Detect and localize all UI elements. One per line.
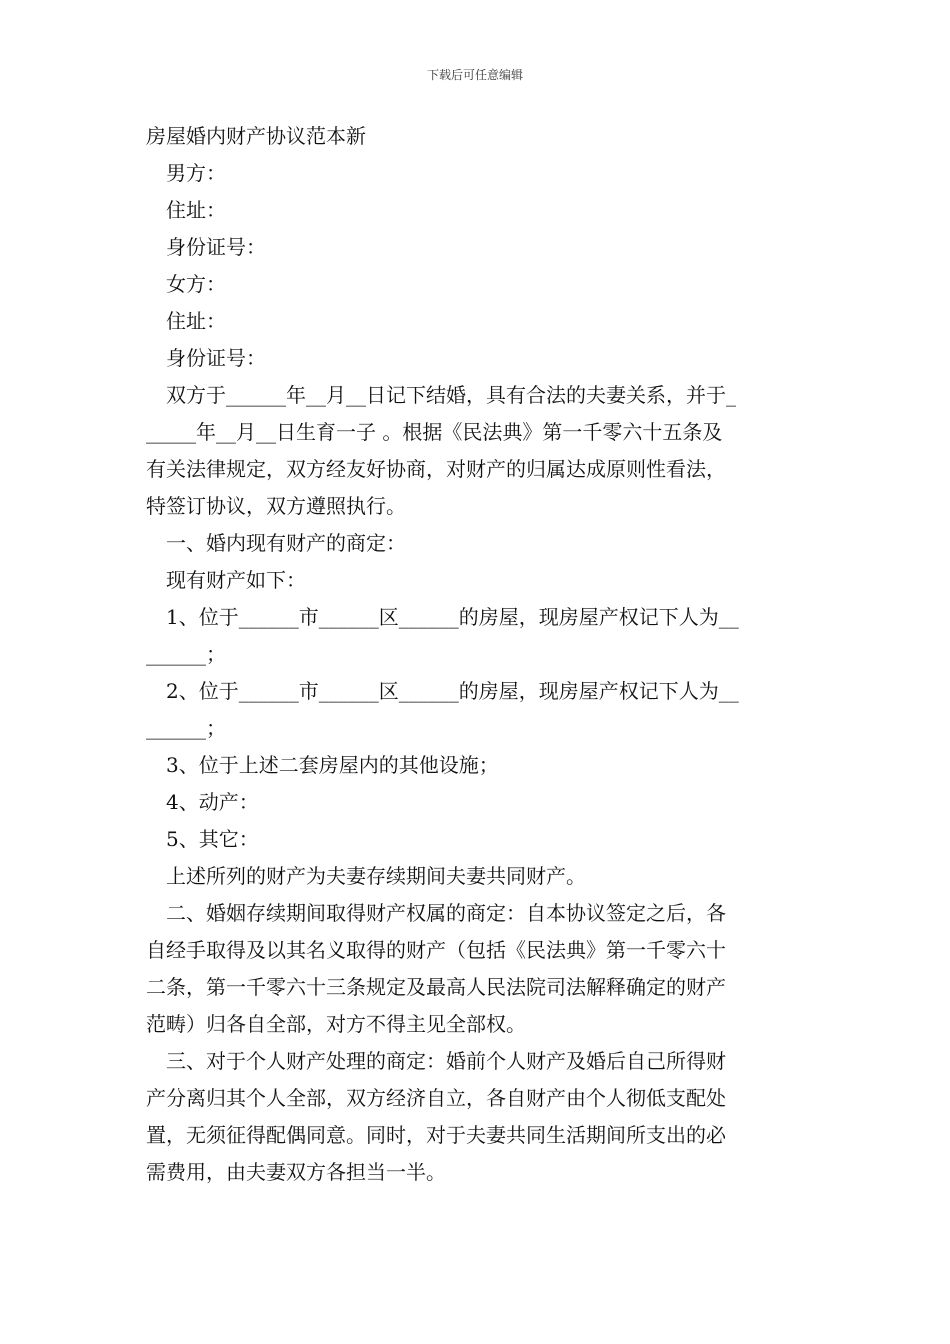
item3: 3、位于上述二套房屋内的其他设施； — [166, 753, 499, 777]
section3-line: 置，无须征得配偶同意。同时，对于夫妻共同生活期间所支出的必 — [146, 1123, 726, 1147]
item1-line: 1、位于______市______区______的房屋，现房屋产权记下人为__ — [166, 605, 739, 629]
intro-line: _____年__月__日生育一子 。根据《民法典》第一千零六十五条及 — [146, 420, 723, 444]
intro-line: 有关法律规定，双方经友好协商，对财产的归属达成原则性看法， — [146, 457, 726, 481]
intro-line: 双方于______年__月__日记下结婚，具有合法的夫妻关系，并于_ — [166, 383, 736, 407]
female-label: 女方： — [166, 272, 226, 296]
section1-sub: 现有财产如下： — [166, 568, 306, 592]
section1-heading: 一、婚内现有财产的商定： — [166, 531, 406, 555]
item1-line: ______； — [146, 642, 226, 666]
section2-line: 二、婚姻存续期间取得财产权属的商定：自本协议签定之后，各 — [166, 901, 726, 925]
section3-line: 三、对于个人财产处理的商定：婚前个人财产及婚后自己所得财 — [166, 1049, 726, 1073]
item2-line: ______； — [146, 716, 226, 740]
header-note: 下载后可任意编辑 — [426, 68, 523, 82]
item2 — [146, 673, 810, 747]
intro-line: 特签订协议，双方遵照执行。 — [146, 494, 406, 518]
male-address: 住址： — [166, 198, 226, 222]
document-body — [146, 118, 810, 1191]
item5: 5、其它： — [166, 827, 259, 851]
section2-line: 范畴）归各自全部，对方不得主见全部权。 — [146, 1012, 526, 1036]
document-title: 房屋婚内财产协议范本新 — [146, 124, 366, 148]
section2-line: 自经手取得及以其名义取得的财产（包括《民法典》第一千零六十 — [146, 938, 726, 962]
intro-paragraph — [146, 377, 810, 525]
section2-paragraph — [146, 895, 810, 1043]
male-label: 男方： — [166, 161, 226, 185]
item2-line: 2、位于______市______区______的房屋，现房屋产权记下人为__ — [166, 679, 739, 703]
section2-line: 二条，第一千零六十三条规定及最高人民法院司法解释确定的财产 — [146, 975, 726, 999]
section3-line: 需费用，由夫妻双方各担当一半。 — [146, 1160, 446, 1184]
item4: 4、动产： — [166, 790, 259, 814]
section3-paragraph — [146, 1043, 810, 1191]
female-address: 住址： — [166, 309, 226, 333]
item1 — [146, 599, 810, 673]
female-id: 身份证号： — [166, 346, 266, 370]
section3-line: 产分离归其个人全部，双方经济自立，各自财产由个人彻低支配处 — [146, 1086, 726, 1110]
summary: 上述所列的财产为夫妻存续期间夫妻共同财产。 — [166, 864, 586, 888]
male-id: 身份证号： — [166, 235, 266, 259]
